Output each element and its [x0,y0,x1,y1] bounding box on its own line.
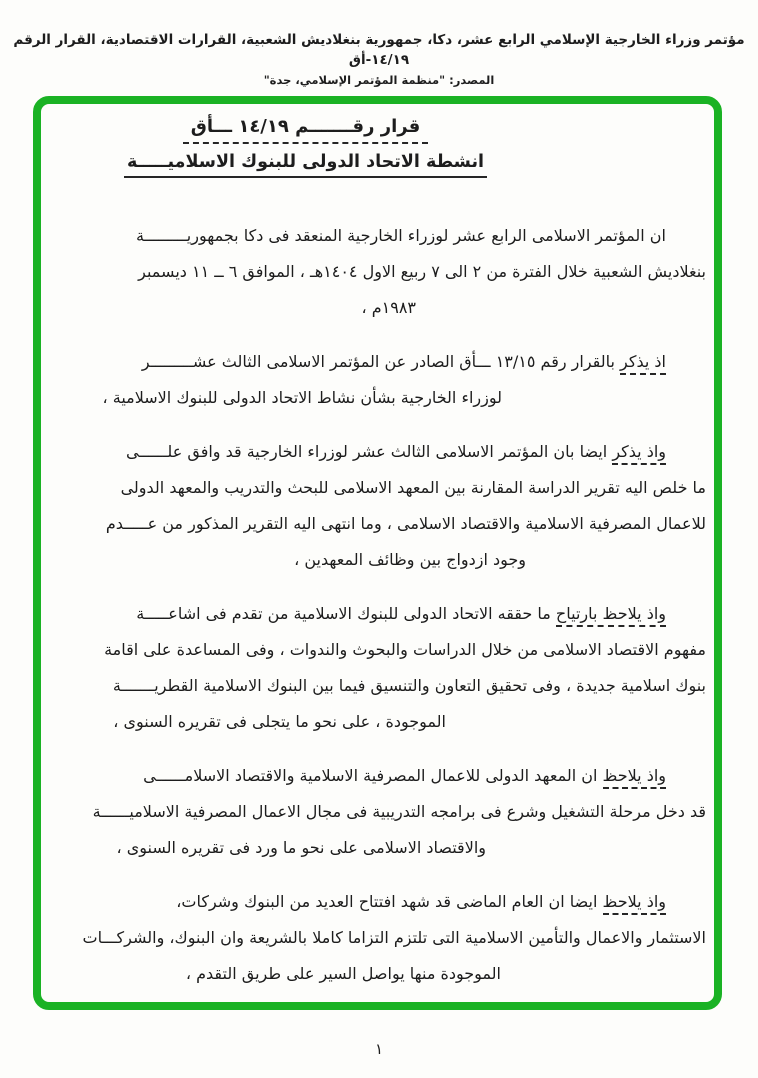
header-source-line: المصدر: "منظمة المؤتمر الإسلامي، جدة" [263,73,495,88]
paragraph-line: الموجودة ، على نحو ما يتجلى فى تقريره السنوى ، [113,712,446,731]
paragraph-line: ان المؤتمر الاسلامى الرابع عشر لوزراء الخارجية المنعقد فى دكا بجمهوريـــــــــة [136,226,666,245]
paragraph-line: قد دخل مرحلة التشغيل وشرع فى برامجه التدريبية فى مجال الاعمال المصرفية الاسلاميــــــة [92,802,706,821]
lead-in-phrase: واذ يلاحظ [603,892,666,915]
paragraph [59,434,706,578]
paragraph-line: وجود ازدواج بين وظائف المعهدين ، [294,550,526,569]
paragraph-line: مفهوم الاقتصاد الاسلامى من خلال الدراسات والبحوث والندوات ، وفى المساعدة على اقامة [104,640,706,659]
paragraph-line: والاقتصاد الاسلامى على نحو ما ورد فى تقريره السنوى ، [116,838,486,857]
resolution-subject-title: انشطة الاتحاد الدولى للبنوك الاسلاميـــــة [124,152,487,178]
page-number: ١ [374,1040,384,1058]
lead-in-phrase: واذ يلاحظ [603,766,666,789]
lead-in-phrase: اذ يذكر [620,352,666,375]
resolution-frame [33,96,722,1010]
header-conference-line: مؤتمر وزراء الخارجية الإسلامي الرابع عشر، دكا، جمهورية بنغلاديش الشعبية، القرارات الاقتصادية، القرار الرقم ١٤/١٩-أق [13,32,745,68]
paragraph-line: واذ يلاحظ بارتياح ما حققه الاتحاد الدولى للبنوك الاسلامية من تقدم فى اشاعـــــة [59,596,706,632]
lead-in-phrase: واذ يلاحظ بارتياح [556,604,666,627]
paragraph [59,596,706,740]
lead-in-phrase: واذ يذكر [612,442,666,465]
resolution-number-title: قرار رقـــــــم ١٤/١٩ ـــأق [183,116,429,144]
paragraph-line: واذ يذكر ايضا بان المؤتمر الاسلامى الثالث عشر لوزراء الخارجية قد وافق علــــــى [59,434,706,470]
paragraph-line: واذ يلاحظ ان المعهد الدولى للاعمال المصرفية الاسلامية والاقتصاد الاسلامــــــى [59,758,706,794]
paragraph [59,344,706,416]
paragraph [59,758,706,866]
paragraph-line: لوزراء الخارجية بشأن نشاط الاتحاد الدولى للبنوك الاسلامية ، [102,388,502,407]
paragraph-line: اذ يذكر بالقرار رقم ١٣/١٥ ـــأق الصادر عن المؤتمر الاسلامى الثالث عشـــــــــر [59,344,706,380]
paragraph-line: واذ يلاحظ ايضا ان العام الماضى قد شهد افتتاح العديد من البنوك وشركات، [59,884,706,920]
resolution-title-block [124,116,487,178]
paragraph-line: ١٩٨٣م ، [361,298,416,317]
paragraph-line: الموجودة منها يواصل السير على طريق التقدم ، [185,964,501,983]
document-header [0,0,758,89]
paragraph [59,884,706,992]
paragraph [59,218,706,326]
paragraph-line: ما خلص اليه تقرير الدراسة المقارنة بين المعهد الاسلامى للبحث والتدريب والمعهد الدولى [120,478,706,497]
paragraph-line: بنوك اسلامية جديدة ، وفى تحقيق التعاون والتنسيق فيما بين البنوك الاسلامية القطريـــــــة [112,676,706,695]
resolution-body [41,178,714,992]
paragraph-line: بنغلاديش الشعبية خلال الفترة من ٢ الى ٧ ربيع الاول ١٤٠٤هـ ، الموافق ٦ ــ ١١ ديسمبر [138,262,706,281]
paragraph-line: للاعمال المصرفية الاسلامية والاقتصاد الاسلامى ، وما انتهى اليه التقرير المذكور من عـــــدم [105,514,706,533]
paragraph-line: الاستثمار والاعمال والتأمين الاسلامية التى تلتزم التزاما كاملا بالشريعة وان البنوك، والشركـــات [82,928,706,947]
